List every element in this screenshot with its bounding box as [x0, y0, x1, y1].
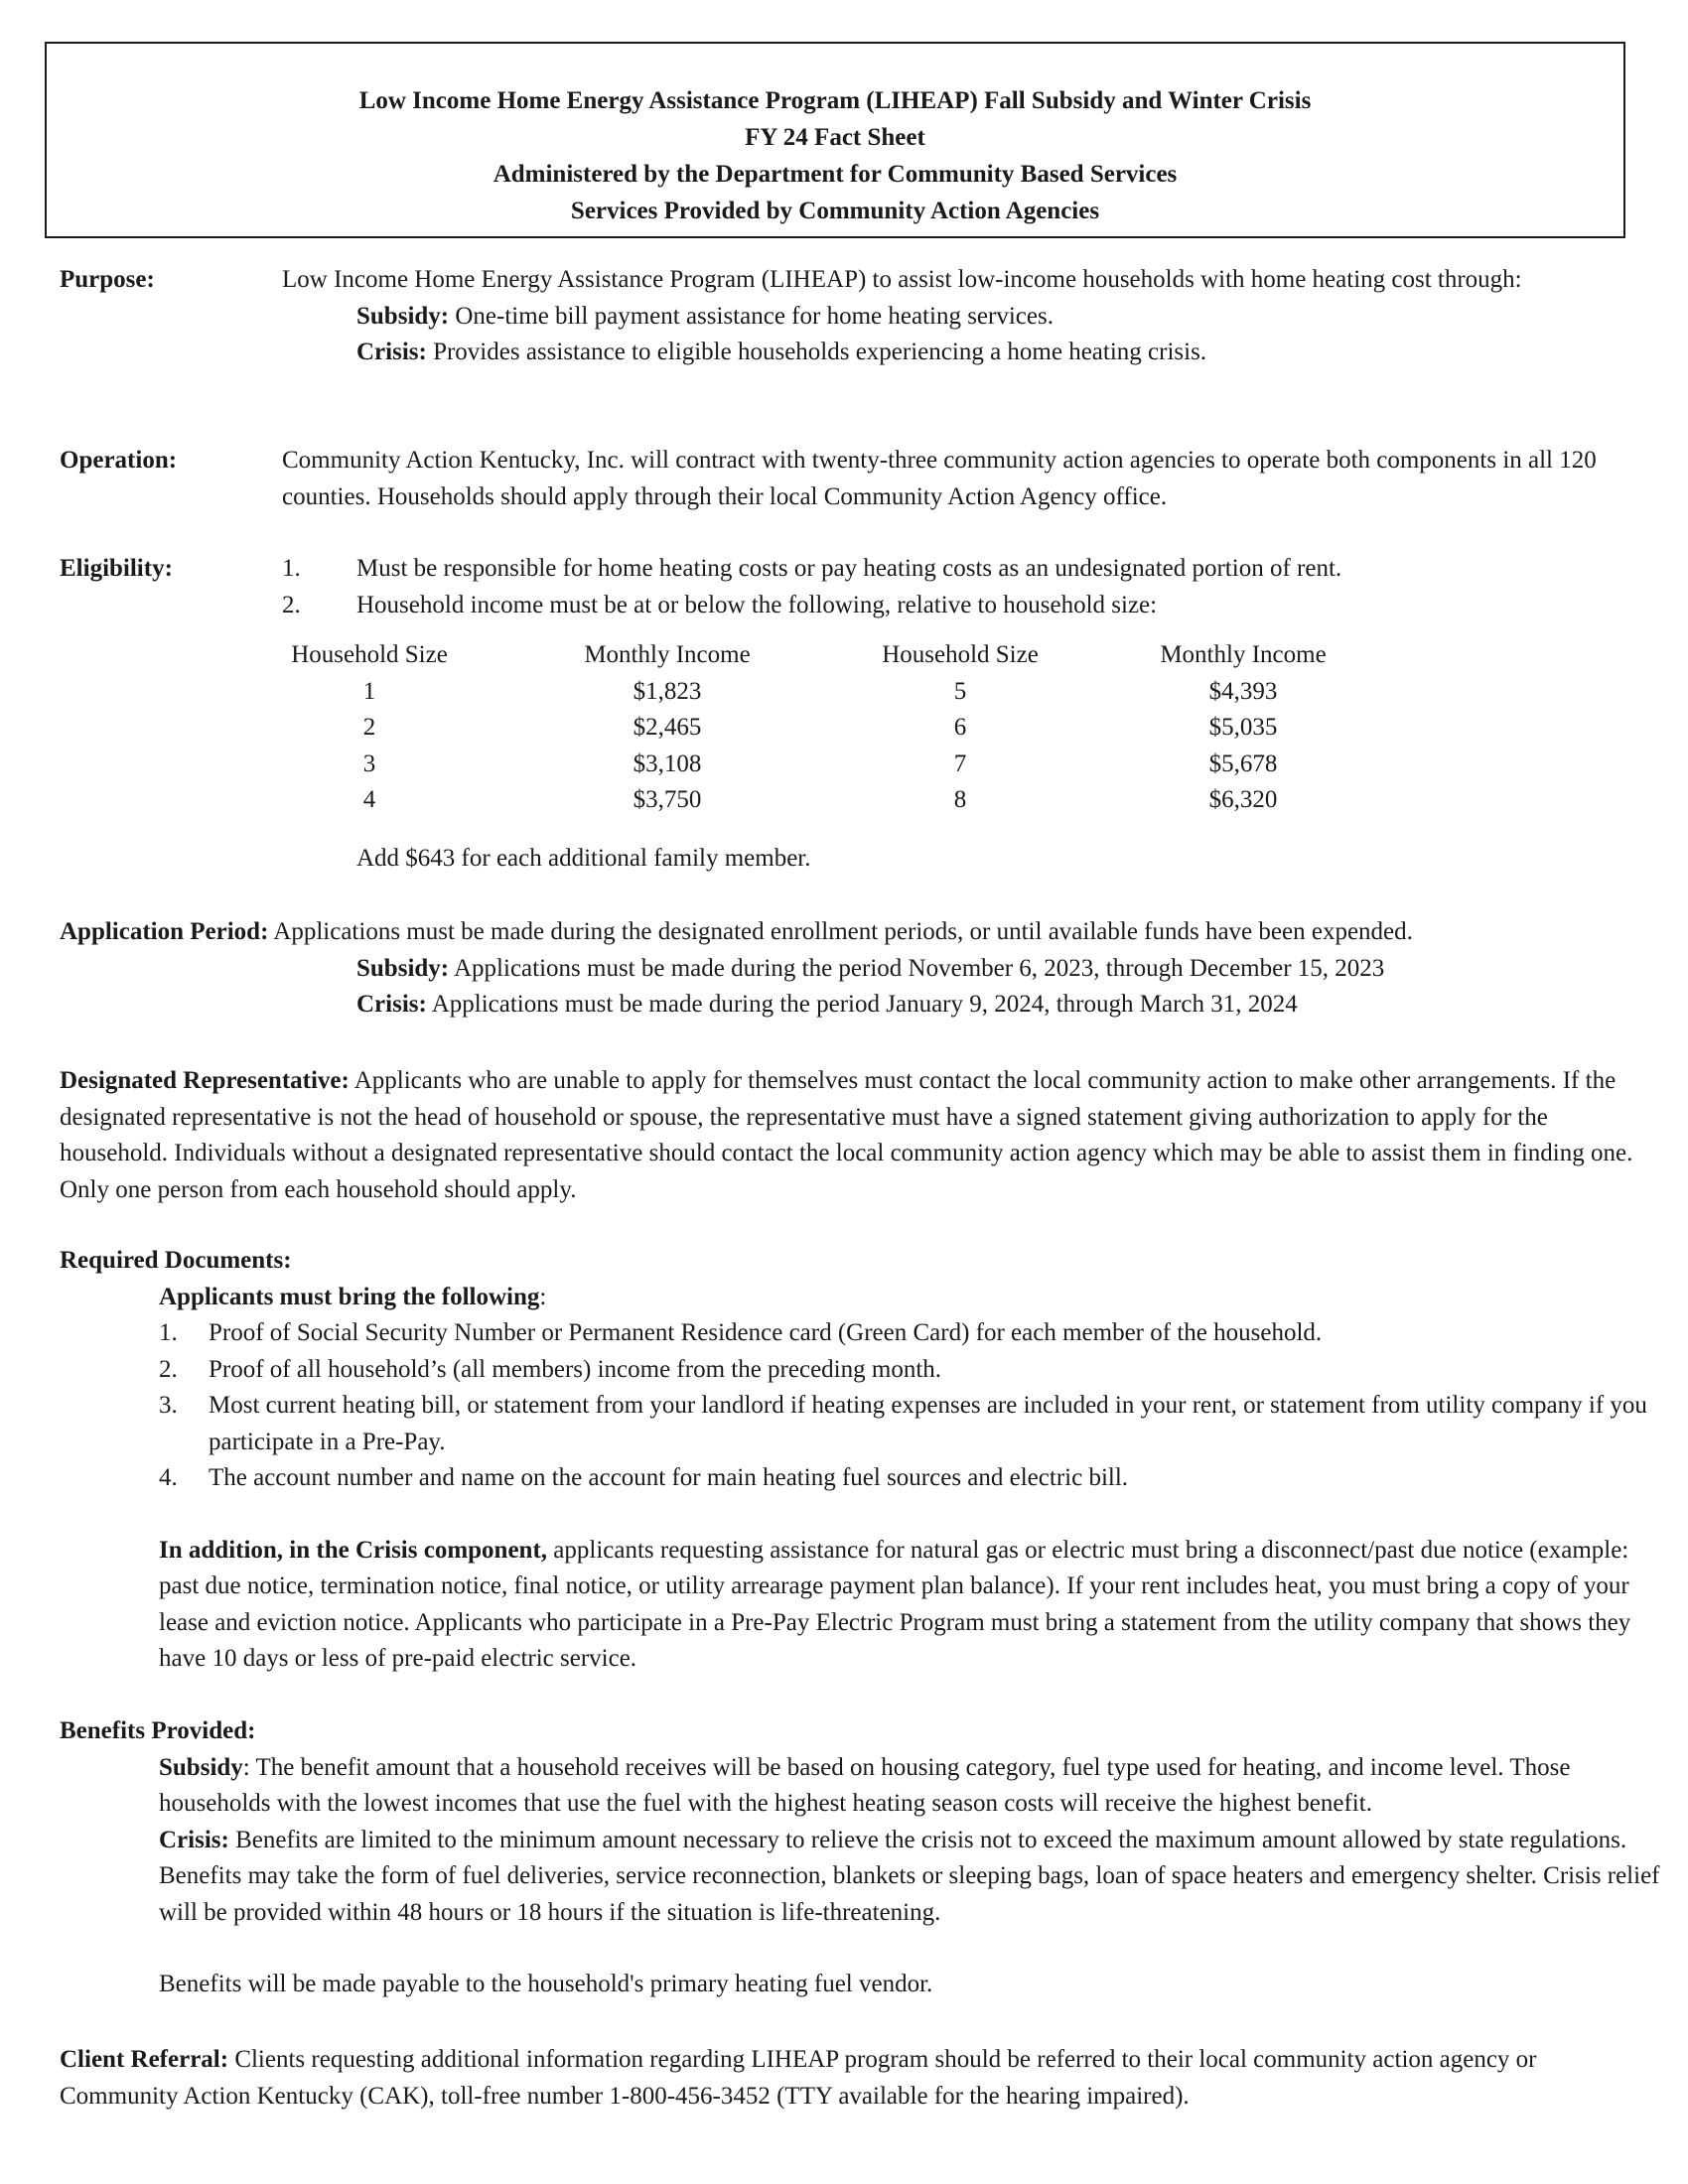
eligibility-item	[282, 588, 1642, 624]
income-table-cell: $3,750	[633, 786, 702, 813]
purpose-subsidy-text: One-time bill payment assistance for home heating services.	[449, 302, 1054, 330]
application-period-text: Applications must be made during the designated enrollment periods, or until available funds have been expended.	[268, 918, 1413, 945]
purpose-crisis	[282, 335, 1642, 371]
income-table-cell: $6,320	[1208, 786, 1278, 813]
required-docs-item	[60, 1460, 1648, 1497]
income-table	[265, 637, 1427, 819]
required-docs-item	[60, 1388, 1648, 1460]
crisis-requirements-text: applicants requesting assistance for natural gas or electric must bring a disconnect/past due notice (example: past due notice, termination notice, final notice, or utility arrearage payment plan balance). If your rent includes heat, you must bring a copy of your lease and eviction notice. Applicants who participate in a Pre-Pay Electric Program must bring a statement from the utility company that shows they have 10 days or less of pre-paid electric service.	[159, 1536, 1631, 1672]
client-referral-paragraph	[60, 2042, 1648, 2115]
benefits-crisis	[60, 1823, 1668, 1932]
income-table-row	[265, 674, 1427, 711]
income-table-cell: $3,108	[633, 750, 702, 777]
header-administered: Administered by the Department for Community Based Services	[492, 161, 1178, 188]
income-table-header-cell: Household Size	[291, 641, 448, 668]
income-table-cell: 5	[953, 677, 967, 705]
purpose-label: Purpose:	[60, 266, 155, 293]
purpose-crisis-label: Crisis:	[356, 339, 427, 365]
required-docs-subhead-text: Applicants must bring the following	[159, 1283, 540, 1310]
income-table-cell: 2	[362, 714, 376, 741]
income-table-cell: $4,393	[1208, 677, 1278, 705]
application-subsidy-text: Applications must be made during the period November 6, 2023, through December 15, 2023	[449, 954, 1385, 982]
designated-rep-section	[60, 1063, 1648, 1208]
income-table-cell: $5,035	[1208, 714, 1278, 741]
eligibility-item-num: 1.	[282, 555, 301, 582]
benefits-payable: Benefits will be made payable to the household's primary heating fuel vendor.	[159, 1971, 933, 1997]
required-docs-item-num: 2.	[159, 1355, 178, 1383]
benefits-section	[60, 1713, 1668, 2003]
application-period-intro	[60, 914, 1668, 951]
income-table-cell: $5,678	[1208, 750, 1278, 777]
designated-rep-text: Applicants who are unable to apply for themselves must contact the local community action to make other arrangements. If the designated representative is not the head of household or spouse, the representative must have a signed statement giving authorization to apply for the household. Individuals without a designated representative should contact the local community action agency which may be able to assist them in finding one. Only one person from each household should apply.	[60, 1067, 1633, 1203]
benefits-subsidy-text: : The benefit amount that a household receives will be based on housing category, fuel type used for heating, and income level. Those households with the lowest incomes that use the fuel with the highest heating season costs will receive the highest benefit.	[159, 1753, 1571, 1817]
operation-label: Operation:	[60, 447, 178, 474]
required-docs-item-text: The account number and name on the account for main heating fuel sources and electric bill.	[209, 1464, 1129, 1491]
income-table-row	[265, 747, 1427, 783]
benefits-label-text: Benefits Provided:	[60, 1717, 256, 1744]
benefits-subsidy	[60, 1750, 1668, 1823]
required-docs-item	[60, 1315, 1648, 1352]
application-period-crisis	[60, 987, 1668, 1024]
benefits-subsidy-label: Subsidy	[159, 1753, 243, 1781]
required-docs-item-num: 4.	[159, 1464, 178, 1491]
income-table-cell: 7	[953, 750, 967, 777]
required-docs-subhead	[60, 1280, 1648, 1316]
eligibility-item-text: Must be responsible for home heating costs or pay heating costs as an undesignated portion of rent.	[356, 555, 1342, 582]
required-docs-item-num: 3.	[159, 1392, 178, 1419]
benefits-label	[60, 1713, 1668, 1750]
eligibility-item-num: 2.	[282, 591, 301, 618]
income-table-cell: 3	[362, 750, 376, 777]
operation-text: Community Action Kentucky, Inc. will contract with twenty-three community action agencies to operate both components in all 120 counties. Households should apply through their local Community Action Agency office.	[282, 447, 1597, 510]
header-services: Services Provided by Community Action Agencies	[570, 198, 1100, 224]
purpose-subsidy	[282, 299, 1642, 336]
income-table-header-cell: Monthly Income	[584, 641, 751, 668]
crisis-requirements-paragraph	[60, 1533, 1648, 1678]
application-crisis-label: Crisis:	[356, 991, 427, 1018]
required-docs-item-text: Proof of all household’s (all members) income from the preceding month.	[209, 1355, 942, 1383]
application-period-subsidy	[60, 951, 1668, 988]
application-period-label: Application Period:	[60, 918, 269, 945]
required-docs-label	[60, 1243, 1648, 1280]
income-table-row	[265, 782, 1427, 819]
required-docs-section	[60, 1243, 1648, 1678]
required-docs-label-text: Required Documents:	[60, 1247, 292, 1274]
required-docs-item-num: 1.	[159, 1319, 178, 1346]
income-table-cell: $2,465	[633, 714, 702, 741]
income-table-cell: 6	[953, 714, 967, 741]
income-table-cell: 1	[362, 677, 376, 705]
eligibility-item	[282, 551, 1642, 588]
purpose-subsidy-label: Subsidy:	[356, 302, 450, 330]
crisis-requirements-label: In addition, in the Crisis component,	[159, 1536, 548, 1564]
income-table-row	[265, 710, 1427, 747]
client-referral-label: Client Referral:	[60, 2046, 229, 2073]
eligibility-label: Eligibility:	[60, 555, 173, 582]
application-subsidy-label: Subsidy:	[356, 954, 450, 982]
income-table-cell: 8	[953, 786, 967, 813]
purpose-crisis-text: Provides assistance to eligible households experiencing a home heating crisis.	[426, 339, 1207, 365]
purpose-text: Low Income Home Energy Assistance Program (LIHEAP) to assist low-income households with home heating cost through:	[282, 266, 1522, 293]
client-referral-section	[60, 2042, 1648, 2115]
eligibility-item-text: Household income must be at or below the following, relative to household size:	[356, 591, 1158, 618]
header-box	[45, 42, 1625, 238]
header-fy: FY 24 Fact Sheet	[745, 124, 925, 151]
eligibility-note: Add $643 for each additional family member.	[356, 844, 811, 872]
income-table-header-cell: Household Size	[882, 641, 1039, 668]
application-period-section	[60, 914, 1668, 1024]
income-table-header	[265, 637, 1427, 674]
designated-rep-paragraph	[60, 1063, 1648, 1208]
income-table-cell: $1,823	[633, 677, 702, 705]
benefits-crisis-text: Benefits are limited to the minimum amount necessary to relieve the crisis not to exceed the maximum amount allowed by state regulations. Benefits may take the form of fuel deliveries, service reconnection, blankets or sleeping bags, loan of space heaters and emergency shelter. Crisis relief will be provided within 48 hours or 18 hours if the situation is life-threatening.	[159, 1826, 1660, 1926]
designated-rep-label: Designated Representative:	[60, 1067, 350, 1094]
benefits-crisis-label: Crisis:	[159, 1826, 229, 1853]
income-table-cell: 4	[362, 786, 376, 813]
required-docs-subhead-colon: :	[539, 1283, 547, 1310]
required-docs-item-text: Proof of Social Security Number or Permanent Residence card (Green Card) for each member of the household.	[209, 1319, 1323, 1346]
income-table-header-cell: Monthly Income	[1160, 641, 1327, 668]
header-title: Low Income Home Energy Assistance Program (LIHEAP) Fall Subsidy and Winter Crisis	[358, 87, 1312, 114]
required-docs-item	[60, 1352, 1648, 1389]
application-crisis-text: Applications must be made during the period January 9, 2024, through March 31, 2024	[426, 991, 1298, 1018]
required-docs-item-text: Most current heating bill, or statement from your landlord if heating expenses are included in your rent, or statement from utility company if you participate in a Pre-Pay.	[209, 1392, 1647, 1455]
client-referral-text: Clients requesting additional information regarding LIHEAP program should be referred to their local community action agency or Community Action Kentucky (CAK), toll-free number 1-800-456-3452 (TTY available for the hearing impaired).	[60, 2046, 1537, 2110]
